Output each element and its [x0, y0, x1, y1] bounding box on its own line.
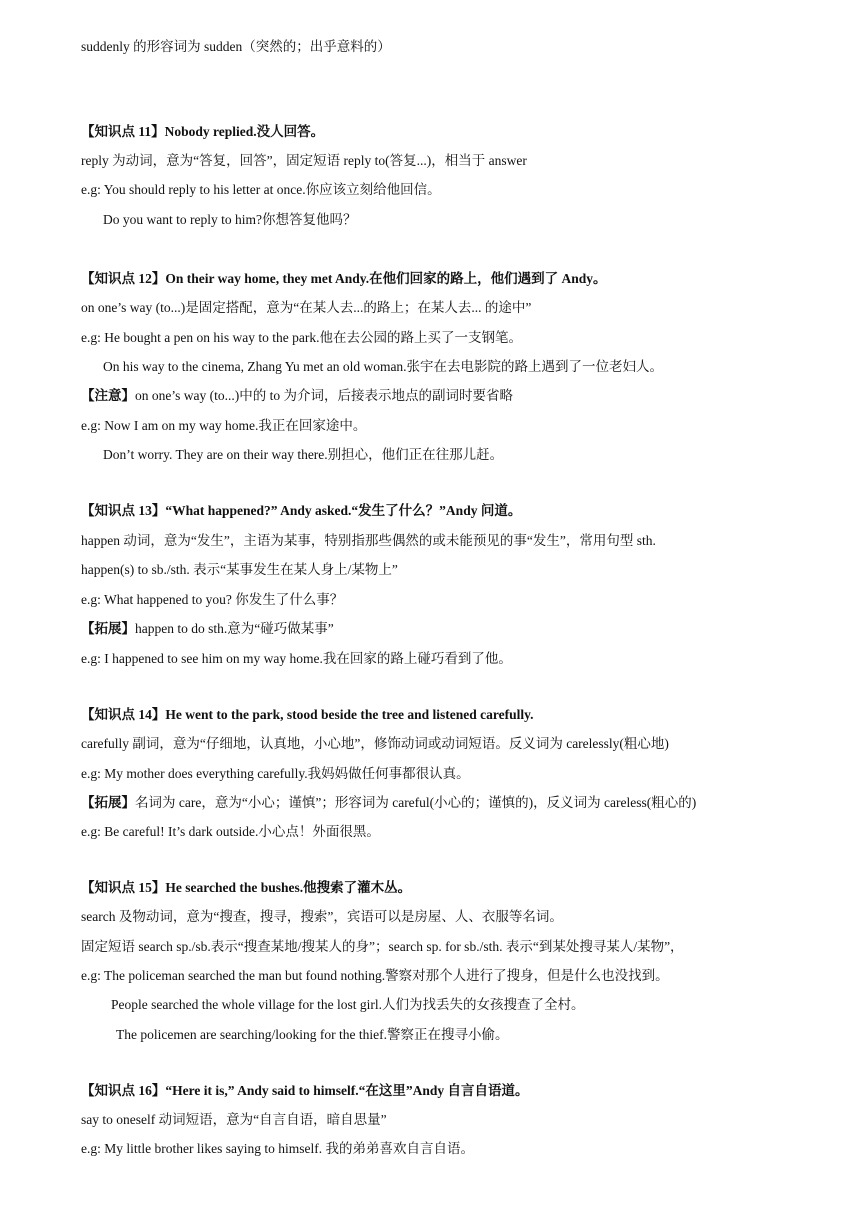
example-line: The policemen are searching/looking for the thief.警察正在搜寻小偷。 [116, 1027, 509, 1042]
example-line: e.g: The policeman searched the man but found nothing.警察对那个人进行了搜身，但是什么也没找到。 [81, 968, 669, 983]
example-line: e.g: You should reply to his letter at once.你应该立刻给他回信。 [81, 182, 441, 197]
text-line: suddenly 的形容词为 sudden（突然的；出乎意料的） [81, 39, 391, 54]
text-line: happen 动词，意为“发生”，主语为某事，特别指那些偶然的或未能预见的事“发生”，常用句型 sth. [81, 533, 656, 548]
text-line: search 及物动词，意为“搜查，搜寻，搜索”，宾语可以是房屋、人、衣服等名词。 [81, 909, 563, 924]
expand-line [81, 620, 334, 638]
expand-line [81, 794, 696, 812]
example-line: e.g: He bought a pen on his way to the park.他在去公园的路上买了一支钢笔。 [81, 330, 522, 345]
text-line: say to oneself 动词短语，意为“自言自语，暗自思量” [81, 1112, 387, 1127]
example-line: e.g: What happened to you? 你发生了什么事？ [81, 592, 344, 607]
example-line: e.g: I happened to see him on my way home.我在回家的路上碰巧看到了他。 [81, 651, 512, 666]
text-line: 固定短语 search sp./sb.表示“搜查某地/搜某人的身”；search sp. for sb./sth. 表示“到某处搜寻某人/某物”， [81, 939, 684, 954]
example-line: People searched the whole village for the lost girl.人们为找丢失的女孩搜查了全村。 [111, 997, 585, 1012]
example-line: e.g: My little brother likes saying to himself. 我的弟弟喜欢自言自语。 [81, 1141, 474, 1156]
knowledge-point-heading-12: 【知识点 12】On their way home, they met Andy.在他们回家的路上，他们遇到了 Andy。 [81, 271, 607, 286]
expand-tag: 【拓展】 [81, 795, 135, 810]
text-line: happen(s) to sb./sth. 表示“某事发生在某人身上/某物上” [81, 562, 398, 577]
expand-text: happen to do sth.意为“碰巧做某事” [135, 621, 334, 636]
example-line: Do you want to reply to him?你想答复他吗？ [103, 212, 357, 227]
text-line: carefully 副词，意为“仔细地，认真地，小心地”，修饰动词或动词短语。反义词为 carelessly(粗心地) [81, 736, 669, 751]
text-line: on one’s way (to...)是固定搭配，意为“在某人去...的路上；在某人去... 的途中” [81, 300, 532, 315]
knowledge-point-heading-16: 【知识点 16】“Here it is,” Andy said to himself.“在这里”Andy 自言自语道。 [81, 1083, 529, 1098]
knowledge-point-heading-13: 【知识点 13】“What happened?” Andy asked.“发生了什么？”Andy 问道。 [81, 503, 522, 518]
knowledge-point-heading-14: 【知识点 14】He went to the park, stood beside the tree and listened carefully. [81, 707, 534, 722]
note-text: on one’s way (to...)中的 to 为介词，后接表示地点的副词时要省略 [135, 388, 513, 403]
knowledge-point-heading-15: 【知识点 15】He searched the bushes.他搜索了灌木丛。 [81, 880, 412, 895]
example-line: e.g: Be careful! It’s dark outside.小心点！外面很黑。 [81, 824, 380, 839]
expand-tag: 【拓展】 [81, 621, 135, 636]
text-line: reply 为动词，意为“答复，回答”，固定短语 reply to(答复...)，相当于 answer [81, 153, 527, 168]
example-line: e.g: Now I am on my way home.我正在回家途中。 [81, 418, 367, 433]
note-tag: 【注意】 [81, 388, 135, 403]
example-line: Don’t worry. They are on their way there.别担心，他们正在往那儿赶。 [103, 447, 504, 462]
note-line [81, 387, 513, 405]
example-line: On his way to the cinema, Zhang Yu met an old woman.张宇在去电影院的路上遇到了一位老妇人。 [103, 359, 664, 374]
example-line: e.g: My mother does everything carefully.我妈妈做任何事都很认真。 [81, 766, 470, 781]
knowledge-point-heading-11: 【知识点 11】Nobody replied.没人回答。 [81, 124, 325, 139]
expand-text: 名词为 care，意为“小心；谨慎”；形容词为 careful(小心的；谨慎的)，反义词为 careless(粗心的) [135, 795, 697, 810]
